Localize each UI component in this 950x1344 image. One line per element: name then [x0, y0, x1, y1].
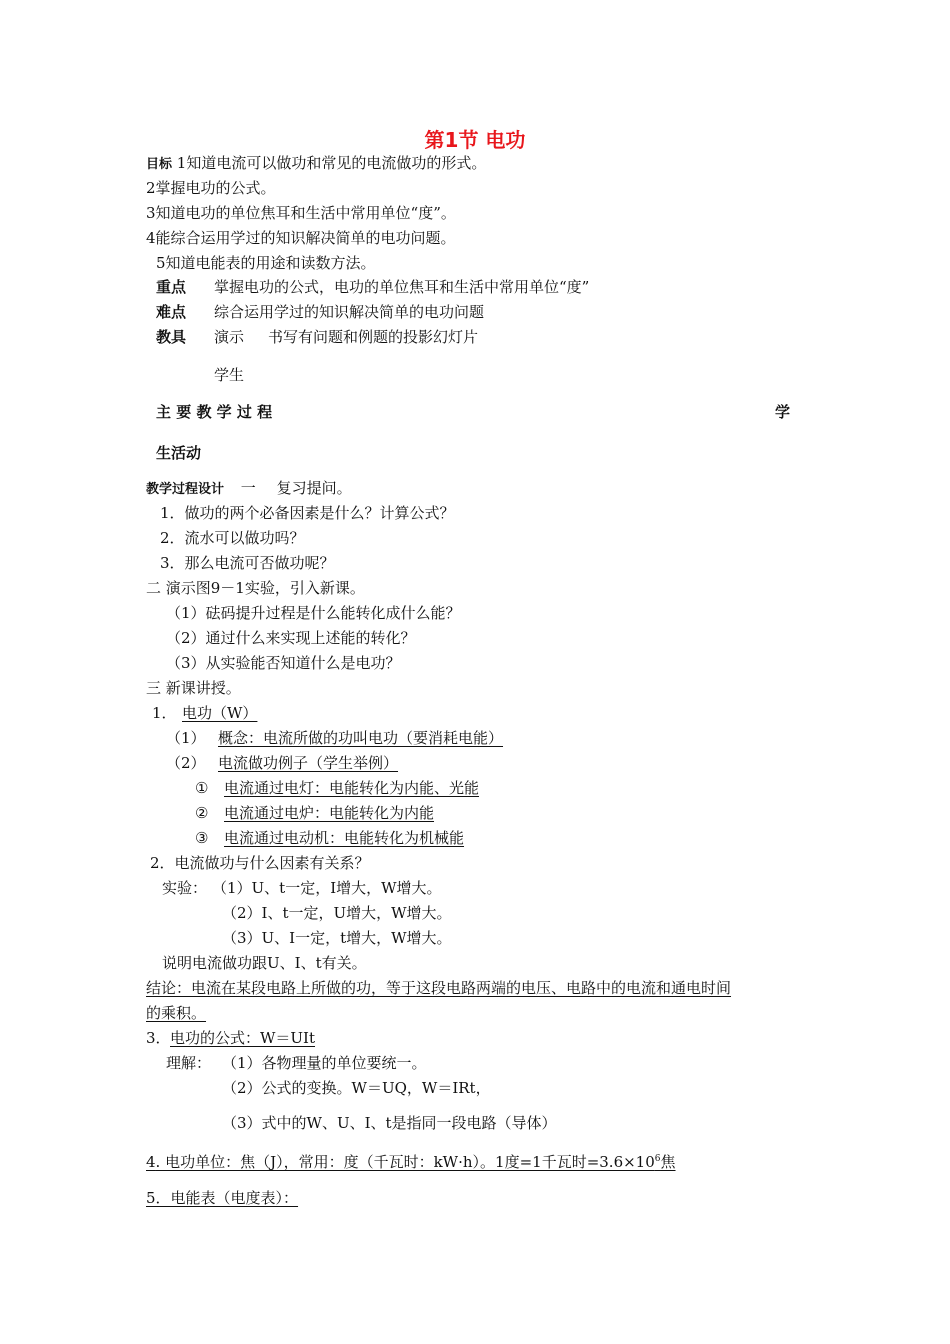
example-text: 电流通过电灯：电能转化为内能、光能: [224, 779, 480, 797]
point-1-title: 电功（W）: [182, 704, 258, 722]
understand-label: 理解：: [166, 1054, 212, 1072]
point-4-units: [146, 1152, 676, 1172]
experiment-item: （1）U、t一定，I增大，W增大。: [212, 879, 442, 897]
objective-item: 4能综合运用学过的知识解决简单的电功问题。: [146, 229, 456, 247]
example-text: 电流通过电动机：电能转化为机械能: [224, 829, 465, 847]
point-4-text-end: 焦: [660, 1153, 676, 1171]
objective-item: 3知道电功的单位焦耳和生活中常用单位“度”。: [146, 204, 456, 222]
objectives-label: 目标: [146, 157, 173, 172]
point-1-c1-num: （1）: [166, 729, 206, 747]
student-activity-header-cont: 生活动: [156, 444, 202, 462]
aids-demo-text: 书写有问题和例题的投影幻灯片: [268, 328, 479, 346]
objective-item: 1知道电流可以做功和常见的电流做功的形式。: [176, 154, 487, 172]
difficulty-text: 综合运用学过的知识解决简单的电功问题: [214, 303, 485, 321]
understand-item: （2）公式的变换。W＝UQ，W＝IRt，: [222, 1079, 491, 1097]
difficulty-label: 难点: [156, 303, 187, 321]
aids-demo-label: 演示: [214, 328, 245, 346]
point-1-num: 1．: [152, 704, 177, 722]
point-1-examples-title: 电流做功例子（学生举例）: [218, 754, 399, 772]
aids-label: 教具: [156, 328, 187, 346]
point-3-num: 3．: [146, 1029, 171, 1047]
example-mark: ②: [195, 804, 209, 822]
review-question: 1．做功的两个必备因素是什么？计算公式？: [160, 504, 455, 522]
experiment-item: （3）U、I一定，t增大，W增大。: [222, 929, 452, 947]
section-1-title: 复习提问。: [276, 479, 352, 497]
objective-item: 5知道电能表的用途和读数方法。: [156, 254, 376, 272]
point-5-title: 5．电能表（电度表）：: [146, 1189, 299, 1207]
experiment-label: 实验：: [162, 879, 208, 897]
design-label: 教学过程设计: [146, 482, 225, 497]
section-2-title: 二 演示图9－1实验，引入新课。: [146, 579, 365, 597]
point-1-c2-num: （2）: [166, 754, 206, 772]
section-2-item: （3）从实验能否知道什么是电功？: [166, 654, 401, 672]
experiment-explanation: 说明电流做功跟U、I、t有关。: [162, 954, 367, 972]
process-header: 主 要 教 学 过 程: [156, 403, 273, 421]
key-point-label: 重点: [156, 278, 187, 296]
conclusion-line-2: 的乘积。: [146, 1004, 207, 1022]
review-question: 2．流水可以做功吗？: [160, 529, 305, 547]
key-point-text: 掌握电功的公式，电功的单位焦耳和生活中常用单位“度”: [214, 278, 590, 296]
review-question: 3．那么电流可否做功呢？: [160, 554, 335, 572]
example-mark: ③: [195, 829, 209, 847]
objective-item: 2掌握电功的公式。: [146, 179, 276, 197]
objective-line-1: [146, 153, 486, 175]
aids-student-label: 学生: [214, 366, 245, 384]
point-1-concept: 概念：电流所做的功叫电功（要消耗电能）: [218, 729, 504, 747]
page-title: 第1节 电功: [424, 128, 526, 152]
point-4-text: . 电功单位：焦（J），常用：度（千瓦时：kW·h）。1度=1千瓦时=3.6×10: [155, 1153, 655, 1171]
student-activity-header: 学: [775, 403, 791, 421]
conclusion-line-1: 结论：电流在某段电路上所做的功，等于这段电路两端的电压、电路中的电流和通电时间: [146, 979, 732, 997]
example-text: 电流通过电炉：电能转化为内能: [224, 804, 435, 822]
understand-item: （3）式中的W、U、I、t是指同一段电路（导体）: [222, 1114, 557, 1132]
section-2-item: （1）砝码提升过程是什么能转化成什么能？: [166, 604, 461, 622]
point-4-num: 4: [146, 1153, 156, 1171]
point-2-title: 2．电流做功与什么因素有关系？: [150, 854, 370, 872]
point-3-formula: 电功的公式：W＝UIt: [170, 1029, 316, 1047]
section-3-title: 三 新课讲授。: [146, 679, 241, 697]
point-4-exponent: 6: [654, 1154, 661, 1164]
example-mark: ①: [195, 779, 209, 797]
design-line: [146, 478, 352, 500]
section-2-item: （2）通过什么来实现上述能的转化？: [166, 629, 416, 647]
understand-item: （1）各物理量的单位要统一。: [222, 1054, 427, 1072]
section-1-num: 一: [240, 479, 256, 497]
experiment-item: （2）I、t一定，U增大，W增大。: [222, 904, 452, 922]
